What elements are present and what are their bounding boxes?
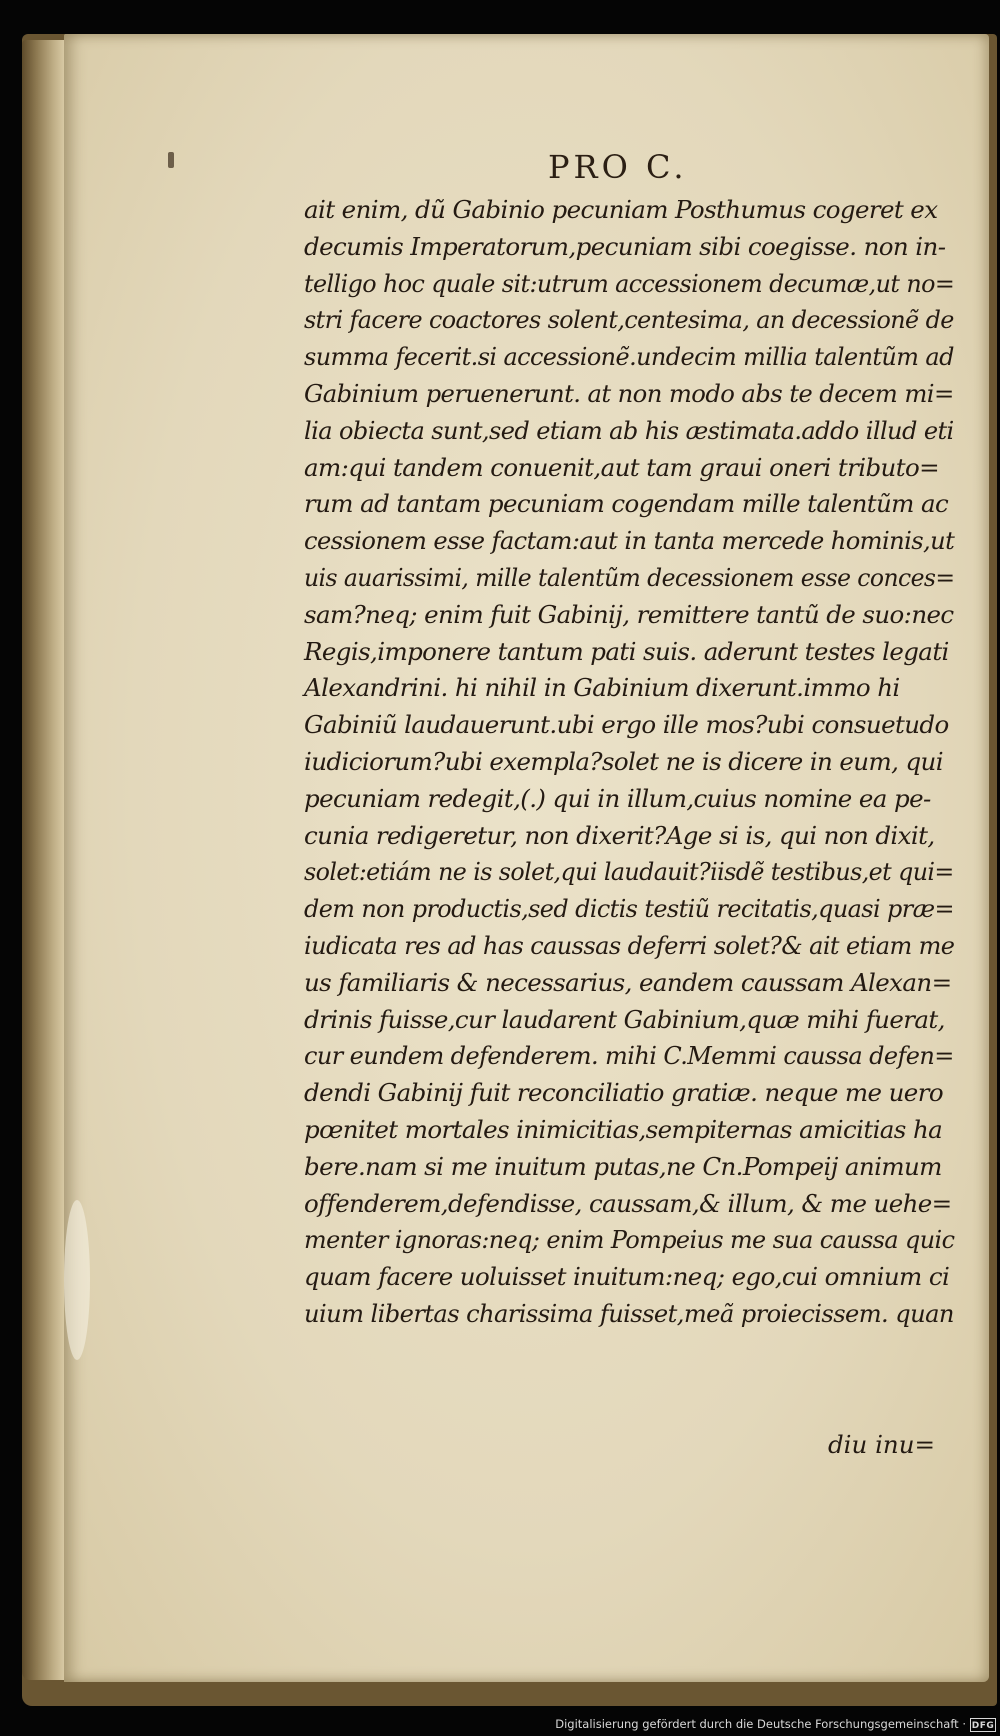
text-line: quam facere uoluisset inuitum:neq; ego,cui omnium ci: [304, 1262, 950, 1292]
text-line: uium libertas charissima fuisset,meã proiecissem. quan: [304, 1298, 954, 1328]
running-head: PRO C.: [548, 148, 688, 186]
page-edge: [22, 40, 64, 1680]
text-line: iudicata res ad has caussas deferri solet?& ait etiam me: [304, 930, 955, 960]
text-block: [304, 192, 955, 1333]
catchword: diu inu=: [828, 1430, 936, 1459]
text-line: drinis fuisse,cur laudarent Gabinium,quæ mihi fuerat,: [304, 1004, 945, 1034]
text-line: cur eundem defenderem. mihi C.Memmi caussa defen=: [304, 1041, 954, 1071]
text-line: stri facere coactores solent,centesima, an decessionẽ de: [304, 305, 954, 335]
text-line: cunia redigeretur, non dixerit?Age si is, qui non dixit,: [304, 820, 935, 850]
text-line: Regis,imponere tantum pati suis. aderunt testes legati: [304, 636, 949, 666]
margin-mark: [168, 152, 174, 168]
text-line: solet:etiám ne is solet,qui laudauit?iisdẽ testibus,et qui=: [304, 857, 954, 887]
text-line: Alexandrini. hi nihil in Gabinium dixerunt.immo hi: [304, 673, 900, 703]
dfg-logo-icon: DFG: [970, 1718, 996, 1732]
text-line: uis auarissimi, mille talentũm decessionem esse conces=: [304, 562, 955, 592]
text-line: am:qui tandem conuenit,aut tam graui oneri tributo=: [304, 452, 940, 482]
text-line: bere.nam si me inuitum putas,ne Cn.Pompeij animum: [304, 1151, 942, 1181]
footer-bar: [0, 1714, 1000, 1736]
text-line: lia obiecta sunt,sed etiam ab his æstimata.addo illud eti: [304, 415, 954, 445]
text-line: sam?neq; enim fuit Gabinij, remittere tantũ de suo:nec: [304, 599, 954, 629]
text-line: us familiaris & necessarius, eandem caussam Alexan=: [304, 967, 952, 997]
text-line: Gabinium peruenerunt. at non modo abs te decem mi=: [304, 378, 954, 408]
text-line: cessionem esse factam:aut in tanta mercede hominis,ut: [304, 526, 955, 556]
text-line: telligo hoc quale sit:utrum accessionem decumæ,ut no=: [304, 268, 955, 298]
text-line: dem non productis,sed dictis testiũ recitatis,quasi præ=: [304, 894, 954, 924]
text-line: summa fecerit.si accessionẽ.undecim millia talentũm ad: [304, 342, 954, 372]
text-line: dendi Gabinij fuit reconciliatio gratiæ. neque me uero: [304, 1078, 943, 1108]
page-stain: [64, 1200, 90, 1360]
text-line: pecuniam redegit,(.) qui in illum,cuius nomine ea pe-: [304, 783, 931, 813]
funding-notice: Digitalisierung gefördert durch die Deutsche Forschungsgemeinschaft ·: [555, 1717, 966, 1731]
text-line: offenderem,defendisse, caussam,& illum, & me uehe=: [304, 1188, 952, 1218]
text-line: decumis Imperatorum,pecuniam sibi coegisse. non in-: [304, 231, 946, 261]
text-line: menter ignoras:neq; enim Pompeius me sua caussa quic: [304, 1225, 955, 1255]
text-line: iudiciorum?ubi exempla?solet ne is dicere in eum, qui: [304, 746, 943, 776]
text-line: ait enim, dũ Gabinio pecuniam Posthumus cogeret ex: [304, 195, 938, 224]
text-line: pœnitet mortales inimicitias,sempiternas amicitias ha: [304, 1114, 943, 1144]
text-line: Gabiniũ laudauerunt.ubi ergo ille mos?ubi consuetudo: [304, 710, 949, 740]
text-line: rum ad tantam pecuniam cogendam mille talentũm ac: [304, 489, 949, 519]
